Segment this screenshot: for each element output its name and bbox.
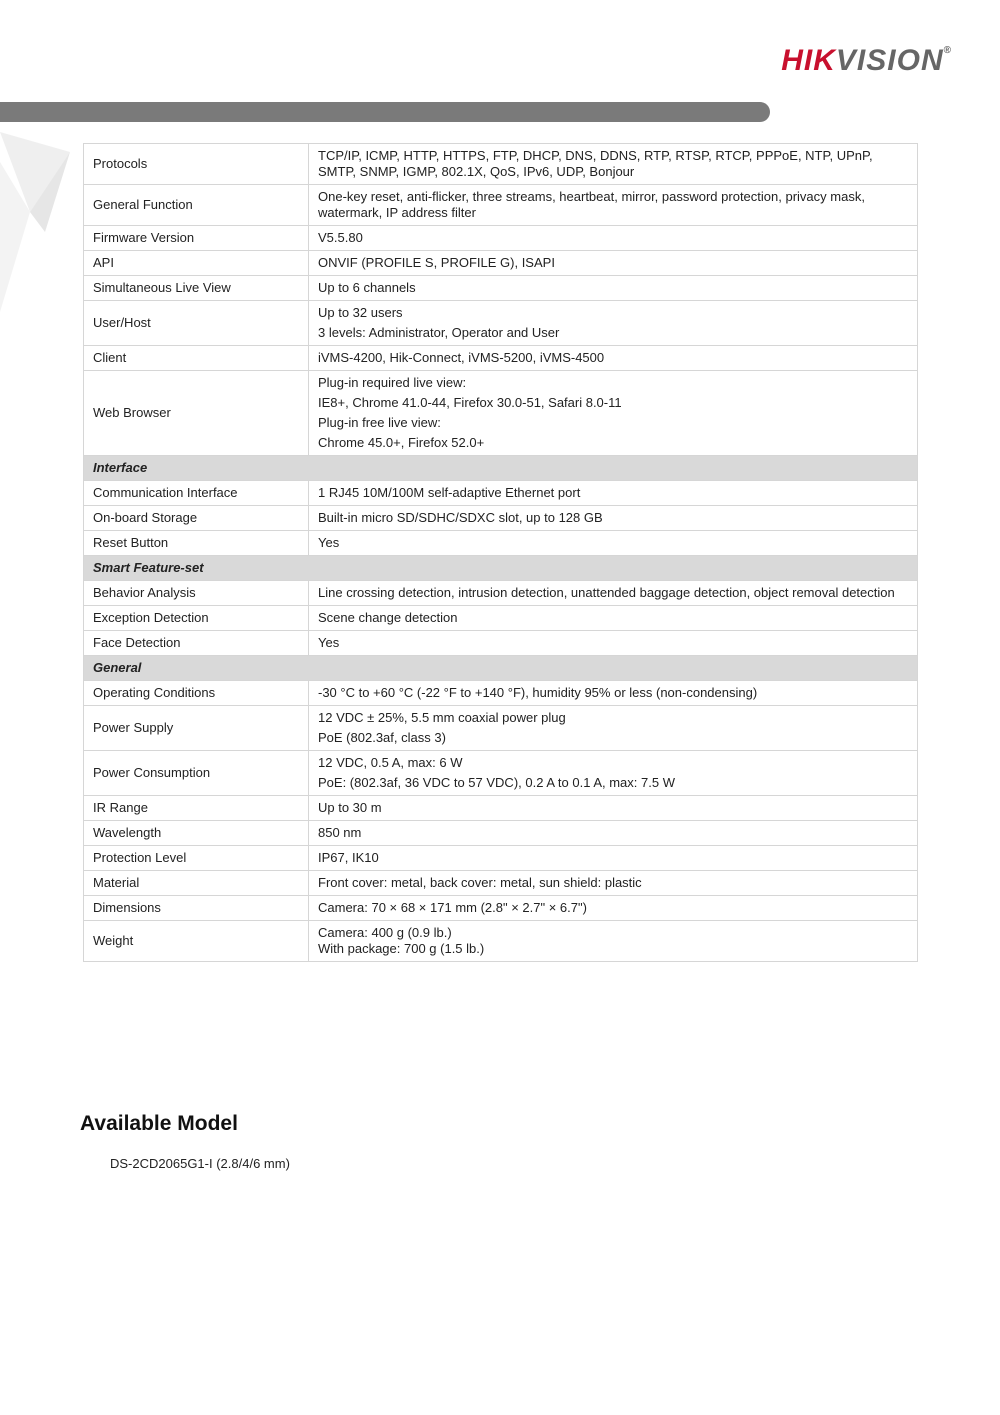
spec-value xyxy=(309,631,918,656)
spec-row xyxy=(84,371,918,456)
spec-value xyxy=(309,706,918,751)
spec-value-line: Line crossing detection, intrusion detection, unattended baggage detection, object removal detection xyxy=(318,585,895,600)
spec-row xyxy=(84,751,918,796)
spec-row xyxy=(84,185,918,226)
spec-value-line: PoE: (802.3af, 36 VDC to 57 VDC), 0.2 A to 0.1 A, max: 7.5 W xyxy=(318,775,675,790)
spec-value-line: Camera: 70 × 68 × 171 mm (2.8" × 2.7" × 6.7") xyxy=(318,900,587,915)
spec-value-line: ONVIF (PROFILE S, PROFILE G), ISAPI xyxy=(318,255,555,270)
spec-key: API xyxy=(84,251,309,276)
spec-row xyxy=(84,226,918,251)
spec-value xyxy=(309,226,918,251)
spec-key: Simultaneous Live View xyxy=(84,276,309,301)
spec-value xyxy=(309,751,918,796)
spec-value xyxy=(309,606,918,631)
section-title: Interface xyxy=(84,456,918,481)
spec-value-line: IP67, IK10 xyxy=(318,850,379,865)
spec-key: Client xyxy=(84,346,309,371)
section-title: Smart Feature-set xyxy=(84,556,918,581)
spec-row xyxy=(84,921,918,962)
spec-row xyxy=(84,681,918,706)
spec-value xyxy=(309,481,918,506)
spec-key: General Function xyxy=(84,185,309,226)
spec-key: Web Browser xyxy=(84,371,309,456)
spec-value xyxy=(309,251,918,276)
spec-value-line: IE8+, Chrome 41.0-44, Firefox 30.0-51, Safari 8.0-11 xyxy=(318,395,622,410)
spec-row xyxy=(84,276,918,301)
spec-row xyxy=(84,144,918,185)
section-header-row xyxy=(84,556,918,581)
spec-row xyxy=(84,346,918,371)
spec-row xyxy=(84,796,918,821)
spec-key: User/Host xyxy=(84,301,309,346)
spec-value xyxy=(309,144,918,185)
spec-row xyxy=(84,251,918,276)
available-model-heading: Available Model xyxy=(80,1112,238,1135)
spec-key: Exception Detection xyxy=(84,606,309,631)
spec-key: Protocols xyxy=(84,144,309,185)
spec-value-line: Front cover: metal, back cover: metal, sun shield: plastic xyxy=(318,875,642,890)
spec-value-line: Plug-in free live view: xyxy=(318,415,441,430)
spec-value xyxy=(309,871,918,896)
logo-text-red: HIK xyxy=(781,44,836,77)
section-title: General xyxy=(84,656,918,681)
spec-value-line: Yes xyxy=(318,535,340,550)
spec-value-line: 12 VDC, 0.5 A, max: 6 W xyxy=(318,755,463,770)
spec-value-line: One-key reset, anti-flicker, three streams, heartbeat, mirror, password protection, privacy mask, watermark, IP address filter xyxy=(318,189,865,220)
spec-key: Protection Level xyxy=(84,846,309,871)
spec-value-line: Chrome 45.0+, Firefox 52.0+ xyxy=(318,435,485,450)
spec-key: IR Range xyxy=(84,796,309,821)
spec-key: Material xyxy=(84,871,309,896)
section-header-row xyxy=(84,656,918,681)
spec-key: Reset Button xyxy=(84,531,309,556)
spec-value-line: PoE (802.3af, class 3) xyxy=(318,730,446,745)
spec-table xyxy=(83,143,918,962)
spec-value xyxy=(309,506,918,531)
spec-row xyxy=(84,506,918,531)
spec-value-line: Up to 32 users xyxy=(318,305,403,320)
spec-value xyxy=(309,921,918,962)
spec-row xyxy=(84,846,918,871)
spec-value xyxy=(309,681,918,706)
header-bar xyxy=(0,102,770,122)
spec-value-line: 1 RJ45 10M/100M self-adaptive Ethernet port xyxy=(318,485,581,500)
spec-key: Face Detection xyxy=(84,631,309,656)
spec-value-line: Up to 6 channels xyxy=(318,280,416,295)
spec-row xyxy=(84,531,918,556)
spec-value xyxy=(309,796,918,821)
spec-key: On-board Storage xyxy=(84,506,309,531)
spec-row xyxy=(84,896,918,921)
spec-value xyxy=(309,276,918,301)
spec-row xyxy=(84,821,918,846)
spec-key: Dimensions xyxy=(84,896,309,921)
logo-text-gray: VISION xyxy=(835,44,944,77)
spec-value xyxy=(309,346,918,371)
decorative-shard-graphic xyxy=(0,122,80,322)
logo-registered-mark: ® xyxy=(943,45,952,56)
spec-value-line: 12 VDC ± 25%, 5.5 mm coaxial power plug xyxy=(318,710,566,725)
spec-value xyxy=(309,581,918,606)
spec-value xyxy=(309,371,918,456)
spec-value-line: Built-in micro SD/SDHC/SDXC slot, up to 128 GB xyxy=(318,510,603,525)
spec-value-line: -30 °C to +60 °C (-22 °F to +140 °F), humidity 95% or less (non-condensing) xyxy=(318,685,758,700)
spec-row xyxy=(84,301,918,346)
spec-row xyxy=(84,706,918,751)
spec-value-line: V5.5.80 xyxy=(318,230,363,245)
spec-value-line: With package: 700 g (1.5 lb.) xyxy=(318,941,485,956)
spec-value xyxy=(309,185,918,226)
spec-row xyxy=(84,581,918,606)
spec-key: Weight xyxy=(84,921,309,962)
spec-value-line: 3 levels: Administrator, Operator and User xyxy=(318,325,560,340)
spec-value-line: iVMS-4200, Hik-Connect, iVMS-5200, iVMS-4500 xyxy=(318,350,605,365)
spec-row xyxy=(84,631,918,656)
spec-key: Behavior Analysis xyxy=(84,581,309,606)
spec-key: Power Supply xyxy=(84,706,309,751)
spec-row xyxy=(84,871,918,896)
spec-value-line: Yes xyxy=(318,635,340,650)
spec-key: Communication Interface xyxy=(84,481,309,506)
spec-value-line: Scene change detection xyxy=(318,610,458,625)
spec-key: Wavelength xyxy=(84,821,309,846)
spec-value xyxy=(309,846,918,871)
spec-value xyxy=(309,896,918,921)
spec-key: Operating Conditions xyxy=(84,681,309,706)
spec-value-line: TCP/IP, ICMP, HTTP, HTTPS, FTP, DHCP, DNS, DDNS, RTP, RTSP, RTCP, PPPoE, NTP, UPnP, SMTP, SNMP, IGMP, 802.1X, QoS, IPv6, UDP, Bonjour xyxy=(318,148,873,179)
spec-row xyxy=(84,481,918,506)
spec-key: Power Consumption xyxy=(84,751,309,796)
spec-value xyxy=(309,821,918,846)
spec-value-line: Camera: 400 g (0.9 lb.) xyxy=(318,925,452,940)
spec-value xyxy=(309,301,918,346)
spec-value-line: Up to 30 m xyxy=(318,800,382,815)
spec-value xyxy=(309,531,918,556)
section-header-row xyxy=(84,456,918,481)
spec-value-line: 850 nm xyxy=(318,825,362,840)
spec-value-line: Plug-in required live view: xyxy=(318,375,467,390)
spec-key: Firmware Version xyxy=(84,226,309,251)
model-item: DS-2CD2065G1-I (2.8/4/6 mm) xyxy=(110,1156,290,1171)
spec-row xyxy=(84,606,918,631)
hikvision-logo xyxy=(781,46,952,76)
